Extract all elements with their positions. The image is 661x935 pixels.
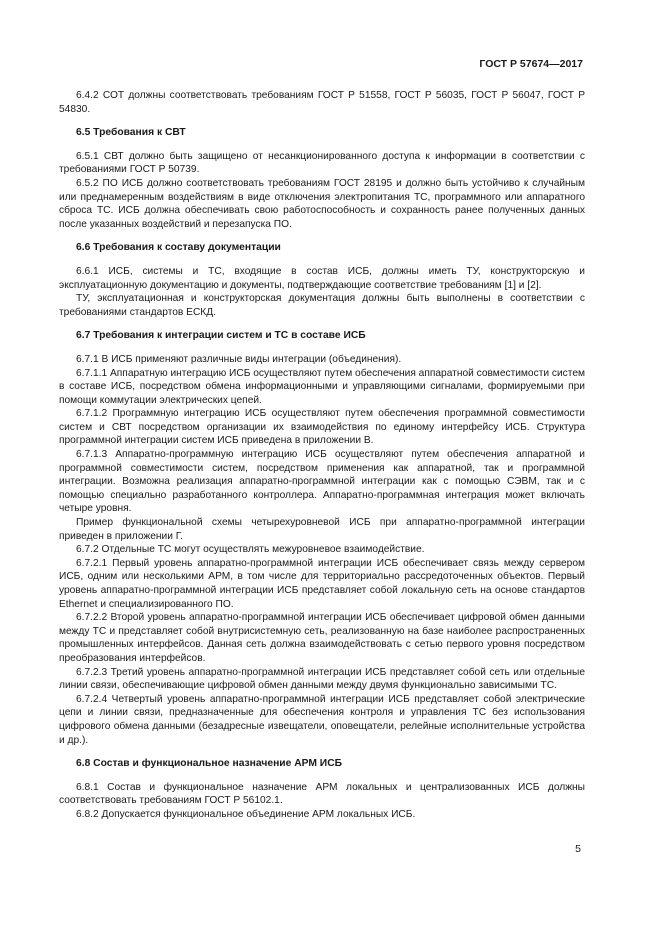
paragraph: 6.4.2 СОТ должны соответствовать требованиям ГОСТ Р 51558, ГОСТ Р 56035, ГОСТ Р 56047, ГОСТ Р 54830. [59,90,585,115]
document-body [59,89,585,822]
paragraph: 6.7.1 В ИСБ применяют различные виды интеграции (объединения). [76,353,402,365]
paragraph: 6.7.2.3 Третий уровень аппаратно-программной интеграции ИСБ представляет собой сеть или отдельные линии связи, обеспечивающие цифровой обмен данными между двумя функционально зависимыми ТС. [59,666,585,692]
page-number: 5 [575,843,581,855]
paragraph: 6.7.2.1 Первый уровень аппаратно-программной интеграции ИСБ обеспечивает связь между сервером ИСБ, одним или несколькими АРМ, в том числе для территориально рассредоточенных объектов. Первый уровень аппаратно-программной интеграции ИСБ представляет собой локальную сеть на основе стандартов Ethernet и специализированного ПО. [59,557,585,610]
paragraph: 6.6.1 ИСБ, системы и ТС, входящие в состав ИСБ, должны иметь ТУ, конструкторскую и эксплуатационную документацию и документы, подтверждающие соответствие требованиям [1] и [2]. [59,265,585,291]
paragraph: 6.7.2 Отдельные ТС могут осуществлять межуровневое взаимодействие. [76,544,425,556]
paragraph: 6.7.2.2 Второй уровень аппаратно-программной интеграции ИСБ обеспечивает цифровой обмен данными между ТС и представляет собой внутрисистемную сеть, реализованную на базе наиболее распространенных промышленных интерфейсов. Данная сеть должна взаимодействовать с сетью первого уровня посредством преобразования интерфейсов. [59,612,585,664]
section-heading: 6.6 Требования к составу документации [76,242,281,254]
paragraph: 6.5.1 СВТ должно быть защищено от несанкционированного доступа к информации в соответствии с требованиями ГОСТ Р 50739. [59,150,585,176]
paragraph: ТУ, эксплуатационная и конструкторская документация должны быть выполнены в соответствии с требованиями стандартов ЕСКД. [59,293,585,318]
paragraph: 6.5.2 ПО ИСБ должно соответствовать требованиям ГОСТ 28195 и должно быть устойчиво к случайным или преднамеренным воздействиям в виде отключения электропитания ТС, программного или аппаратного сброса ТС. ИСБ должна обеспечивать свою работоспособность и сохранность ранее полученных данных после указанных воздействий и перезапуска ПО. [59,177,585,230]
paragraph: 6.8.2 Допускается функциональное объединение АРМ локальных ИСБ. [76,808,416,820]
paragraph: 6.7.1.2 Программную интеграцию ИСБ осуществляют путем обеспечения программной совместимости систем и СВТ посредством организации их взаимодействия по единому интерфейсу ИСБ. Структура программной интеграции систем ИСБ приведена в приложении В. [59,408,585,447]
paragraph: 6.7.1.1 Аппаратную интеграцию ИСБ осуществляют путем обеспечения аппаратной совместимости систем в составе ИСБ, посредством обмена информационными и управляющими сигналами, формируемыми при помощи коммутации электрических цепей. [59,367,585,406]
section-heading: 6.8 Состав и функциональное назначение АРМ ИСБ [76,758,343,770]
section-heading: 6.7 Требования к интеграции систем и ТС в составе ИСБ [76,330,366,342]
paragraph: 6.7.2.4 Четвертый уровень аппаратно-программной интеграции ИСБ представляет собой электрические цепи и линии связи, предназначенные для обеспечения контроля и управления ТС без использования цифрового обмена данными (безадресные извещатели, оповещатели, релейные исполнительные устройства и др.). [59,693,585,746]
standard-header: ГОСТ Р 57674—2017 [479,58,583,70]
paragraph: 6.7.1.3 Аппаратно-программную интеграцию ИСБ осуществляют путем обеспечения аппаратной и программной совместимости систем, посредством применения как аппаратной, так и программной интеграции. Возможна реализация аппаратно-программной интеграции как с помощью СЭВМ, так и с помощью специально разработанного контроллера. Аппаратно-программная интеграция может включать четыре уровня. [59,449,585,515]
paragraph: 6.8.1 Состав и функциональное назначение АРМ локальных и централизованных ИСБ должны соответствовать требованиям ГОСТ Р 56102.1. [59,781,585,807]
section-heading: 6.5 Требования к СВТ [76,127,186,139]
paragraph: Пример функциональной схемы четырехуровневой ИСБ при аппаратно-программной интеграции приведен в приложении Г. [59,517,585,542]
